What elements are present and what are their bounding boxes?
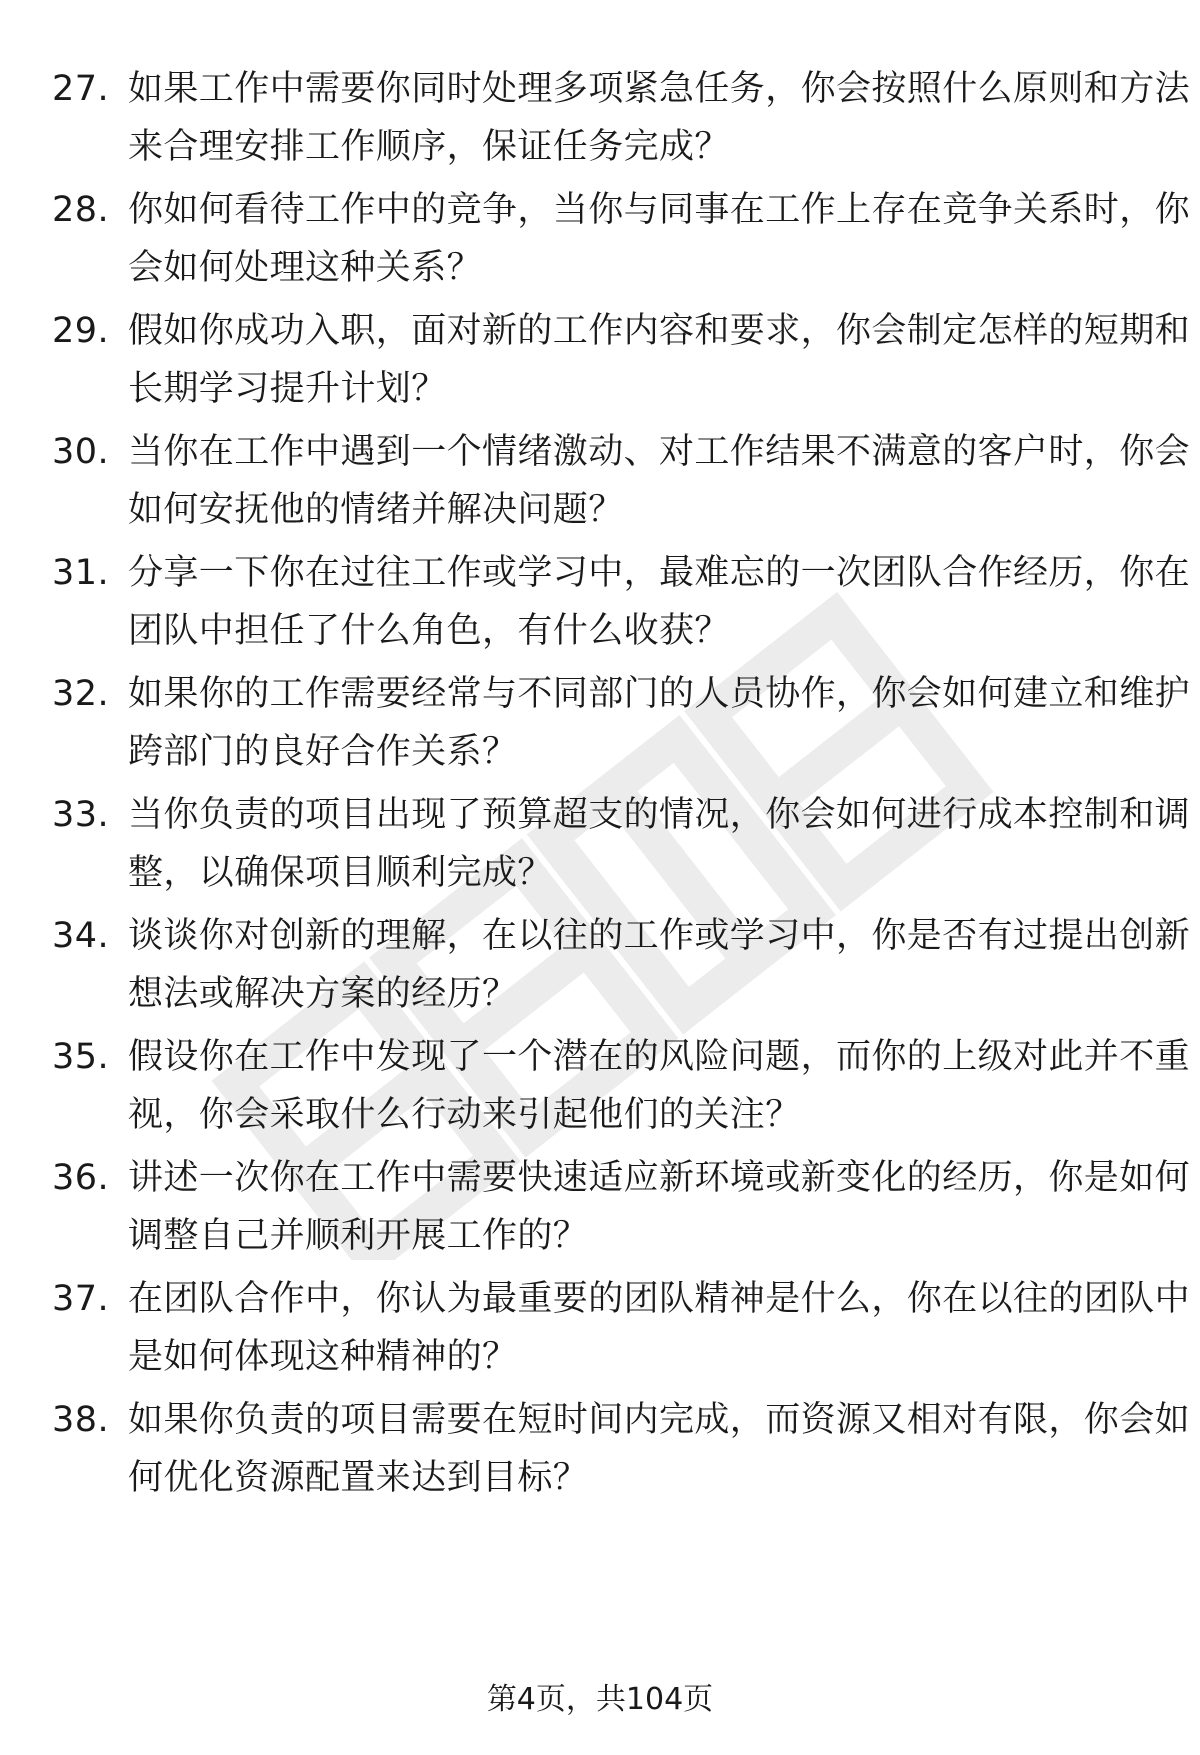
- question-text: 假如你成功入职，面对新的工作内容和要求，你会制定怎样的短期和长期学习提升计划？: [128, 311, 1191, 409]
- question-text: 如果工作中需要你同时处理多项紧急任务，你会按照什么原则和方法来合理安排工作顺序，保证任务完成？: [128, 69, 1191, 167]
- question-text: 如果你的工作需要经常与不同部门的人员协作，你会如何建立和维护跨部门的良好合作关系？: [128, 674, 1191, 772]
- page-footer: [0, 1680, 1200, 1720]
- question-text: 当你在工作中遇到一个情绪激动、对工作结果不满意的客户时，你会如何安抚他的情绪并解决问题？: [128, 432, 1191, 530]
- question-number: 34.: [52, 916, 110, 956]
- question-number: 33.: [52, 795, 110, 835]
- question-number: 27.: [52, 69, 110, 109]
- question-number: 36.: [52, 1158, 110, 1198]
- question-text: 如果你负责的项目需要在短时间内完成，而资源又相对有限，你会如何优化资源配置来达到目标？: [128, 1400, 1191, 1498]
- question-text: 你如何看待工作中的竞争，当你与同事在工作上存在竞争关系时，你会如何处理这种关系？: [128, 190, 1191, 288]
- question-text: 当你负责的项目出现了预算超支的情况，你会如何进行成本控制和调整，以确保项目顺利完成？: [128, 795, 1191, 893]
- question-text: 假设你在工作中发现了一个潜在的风险问题，而你的上级对此并不重视，你会采取什么行动来引起他们的关注？: [128, 1037, 1191, 1135]
- question-number: 37.: [52, 1279, 110, 1319]
- question-number: 29.: [52, 311, 110, 351]
- question-number: 38.: [52, 1400, 110, 1440]
- question-number: 32.: [52, 674, 110, 714]
- question-number: 31.: [52, 553, 110, 593]
- question-number: 30.: [52, 432, 110, 472]
- page-number-label: 第4页，共104页: [486, 1682, 714, 1717]
- question-text: 在团队合作中，你认为最重要的团队精神是什么，你在以往的团队中是如何体现这种精神的？: [128, 1279, 1191, 1377]
- question-text: 讲述一次你在工作中需要快速适应新环境或新变化的经历，你是如何调整自己并顺利开展工作的？: [128, 1158, 1191, 1256]
- question-text: 谈谈你对创新的理解，在以往的工作或学习中，你是否有过提出创新想法或解决方案的经历？: [128, 916, 1191, 1014]
- question-number: 28.: [52, 190, 110, 230]
- question-number: 35.: [52, 1037, 110, 1077]
- question-text: 分享一下你在过往工作或学习中，最难忘的一次团队合作经历，你在团队中担任了什么角色，有什么收获？: [128, 553, 1191, 651]
